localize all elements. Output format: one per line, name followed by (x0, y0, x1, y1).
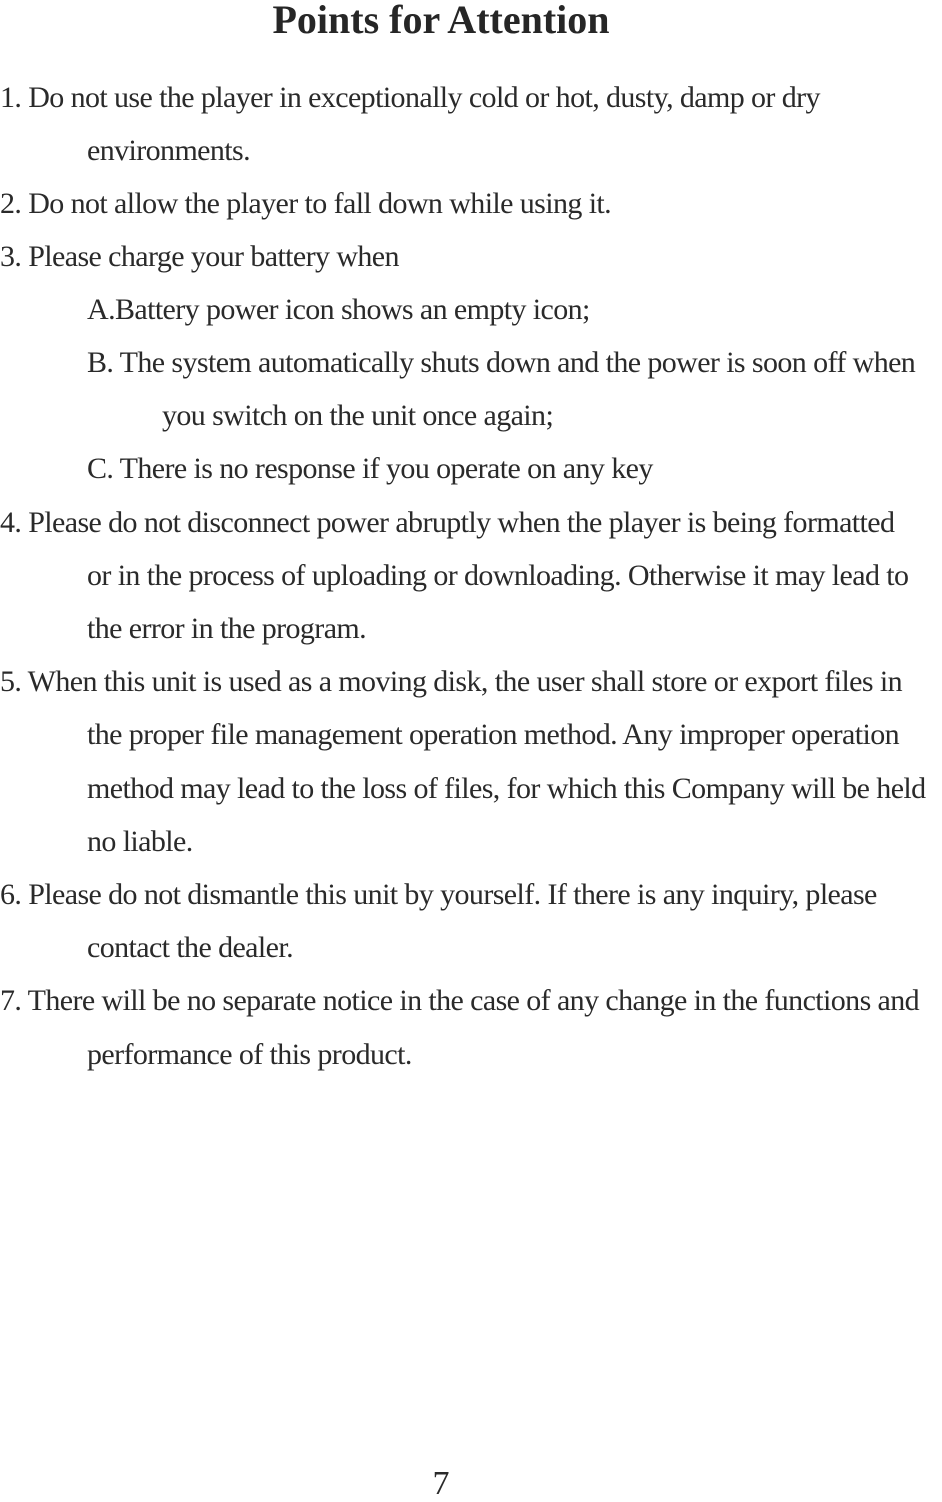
subitem-b-line-2: you switch on the unit once again; (162, 399, 554, 432)
subitem-c-line-1: C. There is no response if you operate on any key (87, 452, 653, 485)
subitem-b-line-1: B. The system automatically shuts down and the power is soon off when (87, 346, 916, 379)
item-6-line-2: contact the dealer. (87, 931, 293, 964)
item-4-line-2: or in the process of uploading or downloading. Otherwise it may lead to (87, 559, 909, 592)
item-7-line-2: performance of this product. (87, 1038, 412, 1071)
item-6-line-1: 6. Please do not dismantle this unit by yourself. If there is any inquiry, please (0, 878, 877, 911)
subitem-a-line-1: A.Battery power icon shows an empty icon; (87, 293, 590, 326)
page-number: 7 (432, 1465, 450, 1502)
item-3-line-1: 3. Please charge your battery when (0, 240, 399, 273)
item-5-line-4: no liable. (87, 825, 193, 858)
item-4-line-1: 4. Please do not disconnect power abruptly when the player is being formatted (0, 506, 895, 539)
item-5-line-2: the proper file management operation method. Any improper operation (87, 718, 900, 751)
item-1-line-1: 1. Do not use the player in exceptionally cold or hot, dusty, damp or dry (0, 81, 820, 114)
item-5-line-3: method may lead to the loss of files, for which this Company will be held (87, 772, 926, 805)
item-5-line-1: 5. When this unit is used as a moving disk, the user shall store or export files in (0, 665, 903, 698)
page-title: Points for Attention (272, 0, 610, 42)
item-2-line-1: 2. Do not allow the player to fall down while using it. (0, 187, 612, 220)
item-7-line-1: 7. There will be no separate notice in the case of any change in the functions and (0, 984, 920, 1017)
item-4-line-3: the error in the program. (87, 612, 367, 645)
item-1-line-2: environments. (87, 134, 251, 167)
